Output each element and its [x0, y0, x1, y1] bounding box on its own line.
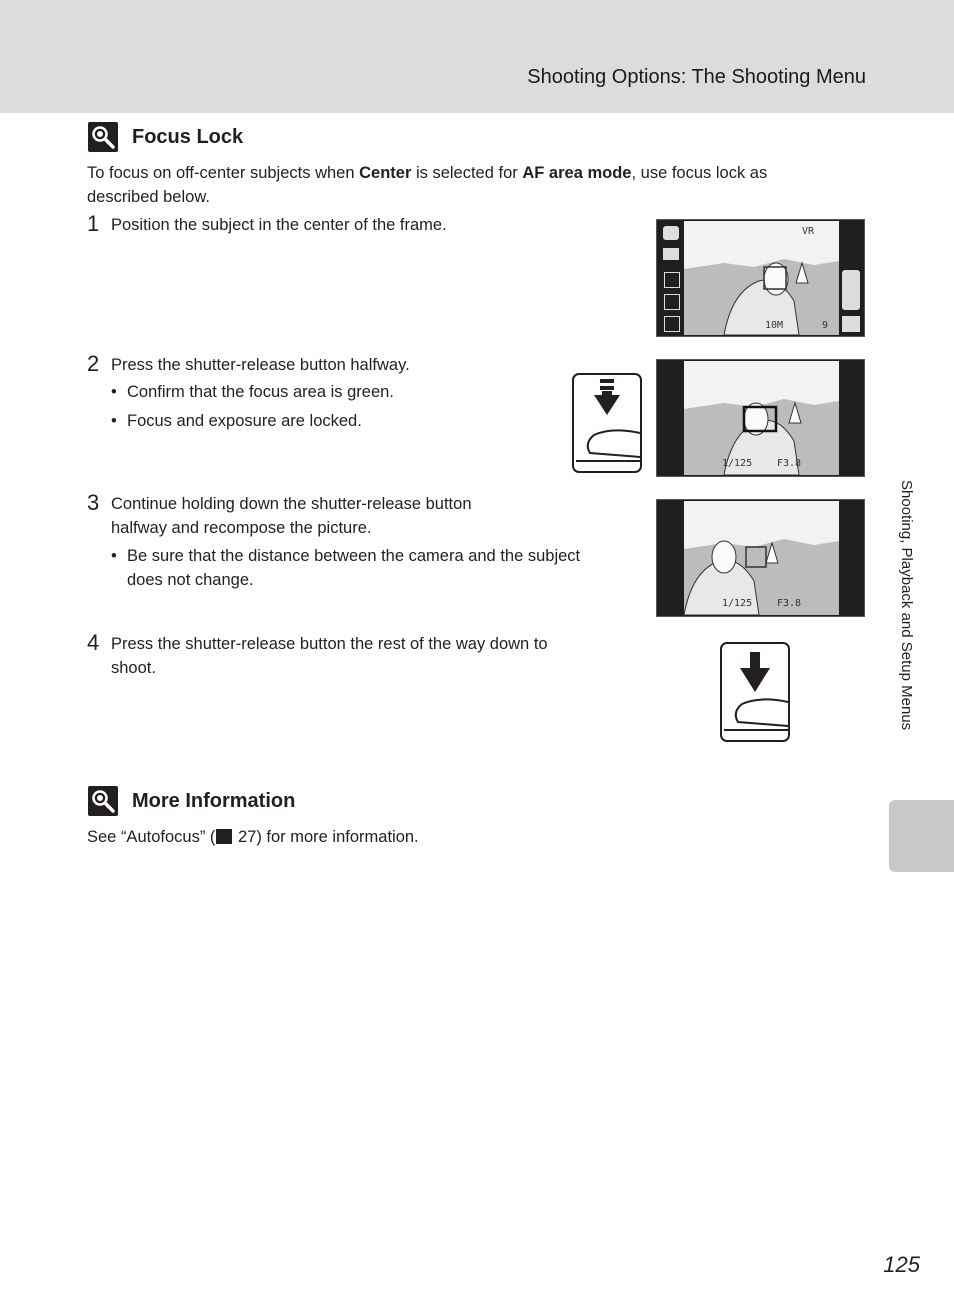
half-press-hand-icon [572, 373, 642, 473]
viewfinder-1 [684, 221, 839, 335]
center-term: Center [359, 164, 412, 182]
step-2-number: 2 [87, 351, 100, 376]
more-info-title: More Information [132, 789, 296, 812]
focus-lock-heading [88, 122, 243, 152]
aperture-value: F3.8 [777, 598, 802, 609]
more-info-text: See “Autofocus” ( 27) for more information. [87, 828, 419, 846]
tip-magnifier-icon [88, 122, 118, 152]
step-1-text: Position the subject in the center of the frame. [111, 216, 447, 234]
viewfinder-2 [684, 361, 839, 475]
step-4-number: 4 [87, 630, 100, 655]
right-control-bar [840, 222, 862, 334]
macro-off-icon [664, 316, 680, 332]
chapter-tab [889, 800, 954, 872]
step-3-bullet: • Be sure that the distance between the camera and the subject does not change. [111, 544, 580, 592]
step-4-text: Press the shutter-release button the rest of the way down to shoot. [111, 635, 548, 677]
step-1-number: 1 [87, 211, 100, 236]
intro-paragraph: To focus on off-center subjects when Center is selected for AF area mode, use focus lock as described below. [87, 164, 768, 206]
page-header [0, 0, 954, 113]
left-mode-bar [659, 222, 683, 334]
flash-auto-icon [664, 272, 680, 288]
tip-magnifier-icon [88, 786, 118, 816]
exposures-remaining: 9 [822, 320, 829, 331]
step-2-bullet-1: • Confirm that the focus area is green. [111, 380, 394, 404]
more-info-heading [88, 786, 295, 816]
full-press-hand-icon [720, 642, 790, 742]
aperture-value: F3.8 [777, 458, 802, 469]
camera-mode-icon [663, 226, 679, 240]
step-3-text: Continue holding down the shutter-release button halfway and recompose the picture. [111, 495, 472, 537]
camera-screen-2 [656, 359, 865, 477]
side-tab-label-container [895, 480, 921, 790]
viewfinder-3 [684, 501, 839, 615]
shutter-speed: 1/125 [722, 458, 753, 469]
header-title: Shooting Options: The Shooting Menu [527, 66, 866, 88]
side-tab-label: Shooting, Playback and Setup Menus [898, 480, 915, 731]
home-icon [842, 316, 860, 332]
camera-screen-3 [656, 499, 865, 617]
camera-screen-1 [656, 219, 865, 337]
image-size-indicator: 10M [765, 320, 784, 331]
playback-icon [663, 248, 679, 260]
shutter-speed: 1/125 [722, 598, 753, 609]
vr-icon: VR [802, 226, 815, 237]
af-area-mode-term: AF area mode [522, 164, 632, 182]
focus-lock-title: Focus Lock [132, 125, 244, 148]
step-2-bullet-2: • Focus and exposure are locked. [111, 409, 362, 433]
step-2-text: Press the shutter-release button halfway. [111, 356, 410, 374]
self-timer-icon [664, 294, 680, 310]
page-number: 125 [883, 1252, 920, 1277]
zoom-tw-icon [842, 270, 860, 310]
page-reference-icon [216, 829, 232, 844]
step-3-number: 3 [87, 490, 100, 515]
